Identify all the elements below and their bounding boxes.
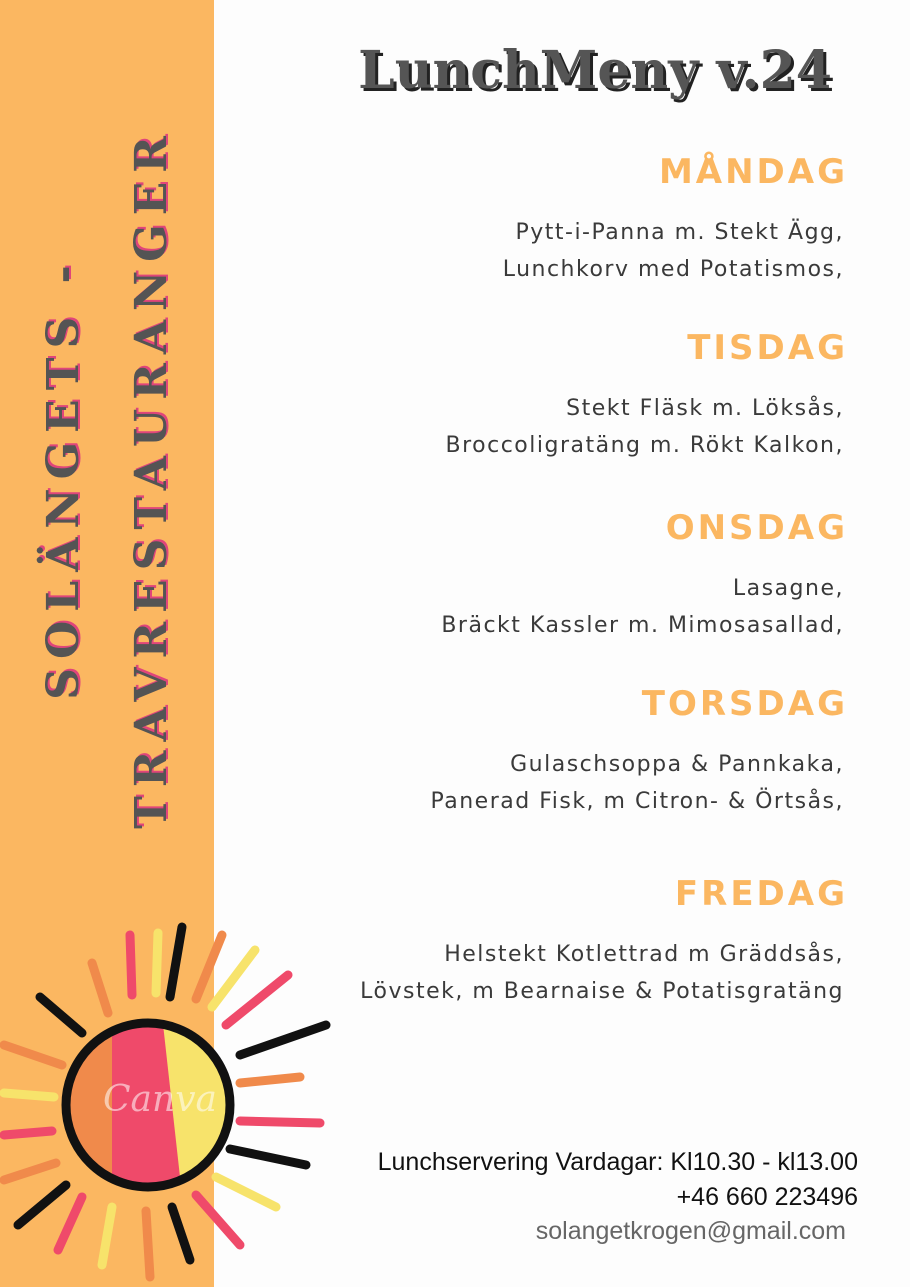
dish-item: Gulaschsoppa & Pannkaka, [510,752,844,777]
opening-hours: Lunchservering Vardagar: Kl10.30 - kl13.00 [377,1148,858,1176]
dish-item: Lasagne, [732,576,844,601]
email-address: solangetkrogen@gmail.com [535,1217,846,1245]
phone-number: +46 660 223496 [676,1183,858,1211]
day-tuesday [248,328,848,464]
canva-watermark: Canva [103,1079,217,1120]
day-wednesday [248,508,848,644]
day-name: TORSDAG [641,684,848,724]
restaurant-name-line-1: SOLÄNGETS - [38,256,89,700]
day-thursday [248,684,848,820]
dish-list [248,390,848,464]
day-monday [248,152,848,288]
dish-list [248,570,848,644]
dish-item: Helstekt Kotlettrad m Gräddsås, [444,942,844,967]
day-name: MÅNDAG [658,152,848,192]
day-name: FREDAG [674,874,848,914]
restaurant-name-line-2: TRAVRESTAURANGER [126,127,177,829]
dish-item: Stekt Fläsk m. Löksås, [566,396,844,421]
dish-item: Panerad Fisk, m Citron- & Örtsås, [430,789,844,814]
dish-list [248,746,848,820]
menu-title: LunchMeny v.24 [358,40,832,101]
dish-item: Lunchkorv med Potatismos, [502,257,844,282]
restaurant-name-vertical [20,48,196,908]
dish-item: Broccoligratäng m. Rökt Kalkon, [445,433,844,458]
day-name: TISDAG [687,328,848,368]
dish-list [248,214,848,288]
sun-illustration [0,915,340,1287]
dish-item: Lövstek, m Bearnaise & Potatisgratäng [360,979,844,1004]
dish-item: Bräckt Kassler m. Mimosasallad, [441,613,844,638]
day-name: ONSDAG [665,508,848,548]
dish-item: Pytt-i-Panna m. Stekt Ägg, [515,220,844,245]
